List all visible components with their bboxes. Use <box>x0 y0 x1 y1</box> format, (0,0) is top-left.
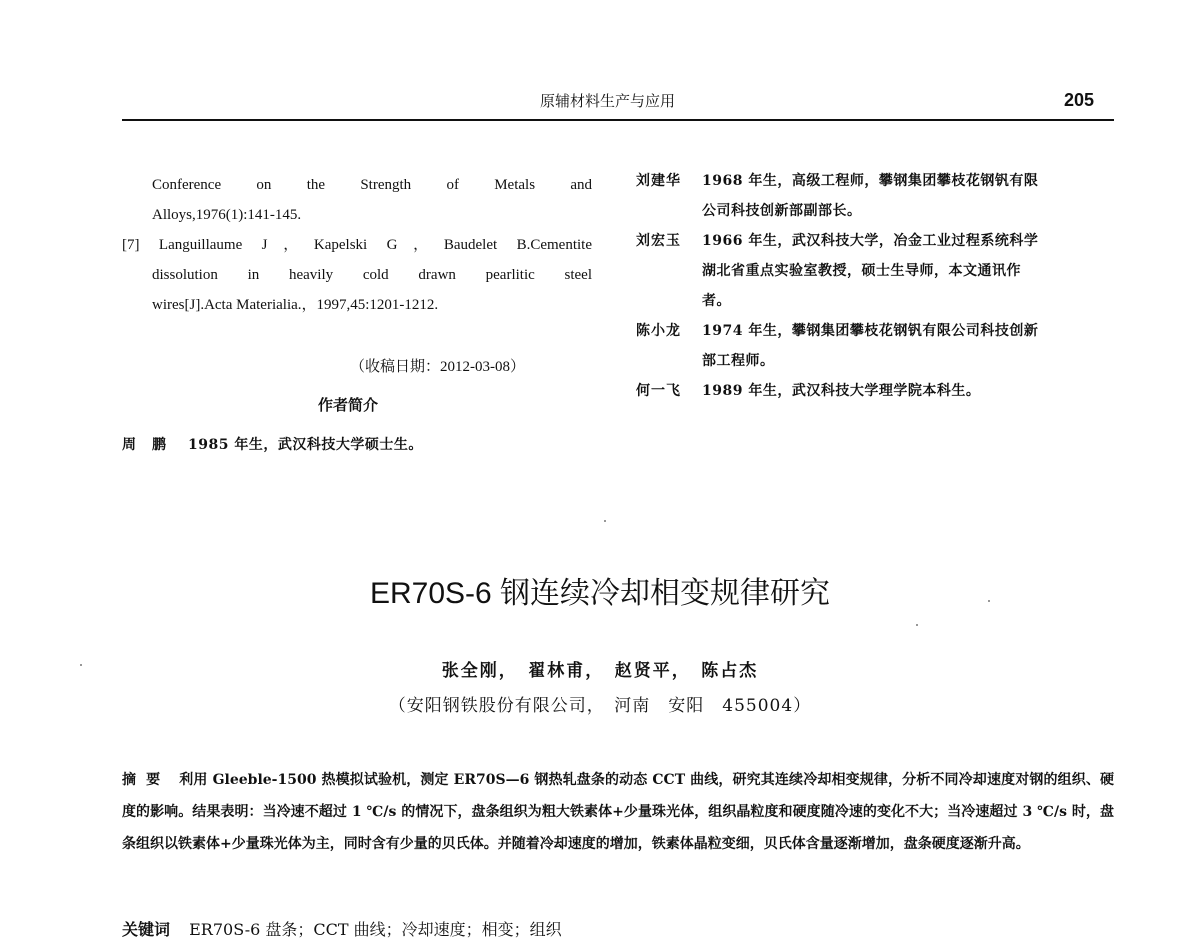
author-bio-left <box>122 430 423 460</box>
scan-speck <box>916 624 918 626</box>
bio-text: 1974 年生，攀钢集团攀枝花钢钒有限公司科技创新 <box>702 323 1039 339</box>
reference-list <box>122 170 592 320</box>
bio-text: 1966 年生，武汉科技大学，冶金工业过程系统科学 <box>702 233 1039 249</box>
keywords-text: ER70S-6 盘条；CCT 曲线；冷却速度；相变；组织 <box>189 920 562 939</box>
keywords-label: 关键词 <box>122 920 171 939</box>
bio-entry <box>636 316 1116 376</box>
author-bio-heading: 作者简介 <box>318 396 379 414</box>
bio-entry <box>636 376 1116 406</box>
bio-entry <box>636 226 1116 316</box>
running-header-title: 原辅材料生产与应用 <box>540 92 676 110</box>
reference-6-line-1: Conference on the Strength of Metals and <box>152 177 592 193</box>
bio-text-cont: 湖北省重点实验室教授，硕士生导师，本文通讯作 <box>702 263 1021 279</box>
scan-speck <box>604 520 606 522</box>
received-date: （收稿日期：2012-03-08） <box>350 359 525 375</box>
article-authors: 张全刚， 翟林甫， 赵贤平， 陈占杰 <box>441 661 759 681</box>
reference-7-line-3: wires[J].Acta Materialia.，1997,45:1201-1212. <box>152 297 439 313</box>
article-affiliation: （安阳钢铁股份有限公司， 河南 安阳 455004） <box>388 696 812 716</box>
bio-text: 1968 年生，高级工程师，攀钢集团攀枝花钢钒有限 <box>702 173 1039 189</box>
bio-text: 1985 年生，武汉科技大学硕士生。 <box>188 437 423 453</box>
bio-entry <box>122 430 423 460</box>
author-bio-right <box>636 166 1116 406</box>
bio-text-cont: 者。 <box>702 293 731 309</box>
bio-text: 1989 年生，武汉科技大学理学院本科生。 <box>702 383 981 399</box>
bio-name: 周 鹏 <box>122 437 167 453</box>
bio-text-cont: 公司科技创新部副部长。 <box>702 203 862 219</box>
bio-name: 陈小龙 <box>636 323 681 339</box>
reference-7-line-2: dissolution in heavily cold drawn pearlitic steel <box>152 267 592 283</box>
keywords <box>122 917 562 940</box>
bio-name: 何一飞 <box>636 383 681 399</box>
bio-text-cont: 部工程师。 <box>702 353 775 369</box>
abstract-label: 摘要 <box>122 772 171 788</box>
header-rule <box>122 119 1114 121</box>
abstract-text: 利用 Gleeble-1500 热模拟试验机，测定 ER70S—6 钢热轧盘条的动态 CCT 曲线，研究其连续冷却相变规律，分析不同冷却速度对钢的组织、硬度的影响。结果表明：当冷速不超过 1 ℃/s 的情况下，盘条组织为粗大铁素体+少量珠光体，组织晶粒度和硬度随冷速的变化不大；当冷速超过 3 ℃/s 时，盘条组织以铁素体+少量珠光体为主，同时含有少量的贝氏体。并随着冷却速度的增加，铁素体晶粒变细，贝氏体含量逐渐增加，盘条硬度逐渐升高。 <box>122 772 1115 852</box>
bio-name: 刘宏玉 <box>636 233 681 249</box>
article-title: ER70S-6 钢连续冷却相变规律研究 <box>369 577 831 610</box>
abstract <box>122 764 1114 860</box>
page-number: 205 <box>1064 90 1095 110</box>
reference-7-line-1: [7] Languillaume J，Kapelski G，Baudelet B.Cementite <box>122 237 592 253</box>
bio-name: 刘建华 <box>636 173 681 189</box>
reference-6-line-2: Alloys,1976(1):141-145. <box>152 207 302 223</box>
bio-entry <box>636 166 1116 226</box>
